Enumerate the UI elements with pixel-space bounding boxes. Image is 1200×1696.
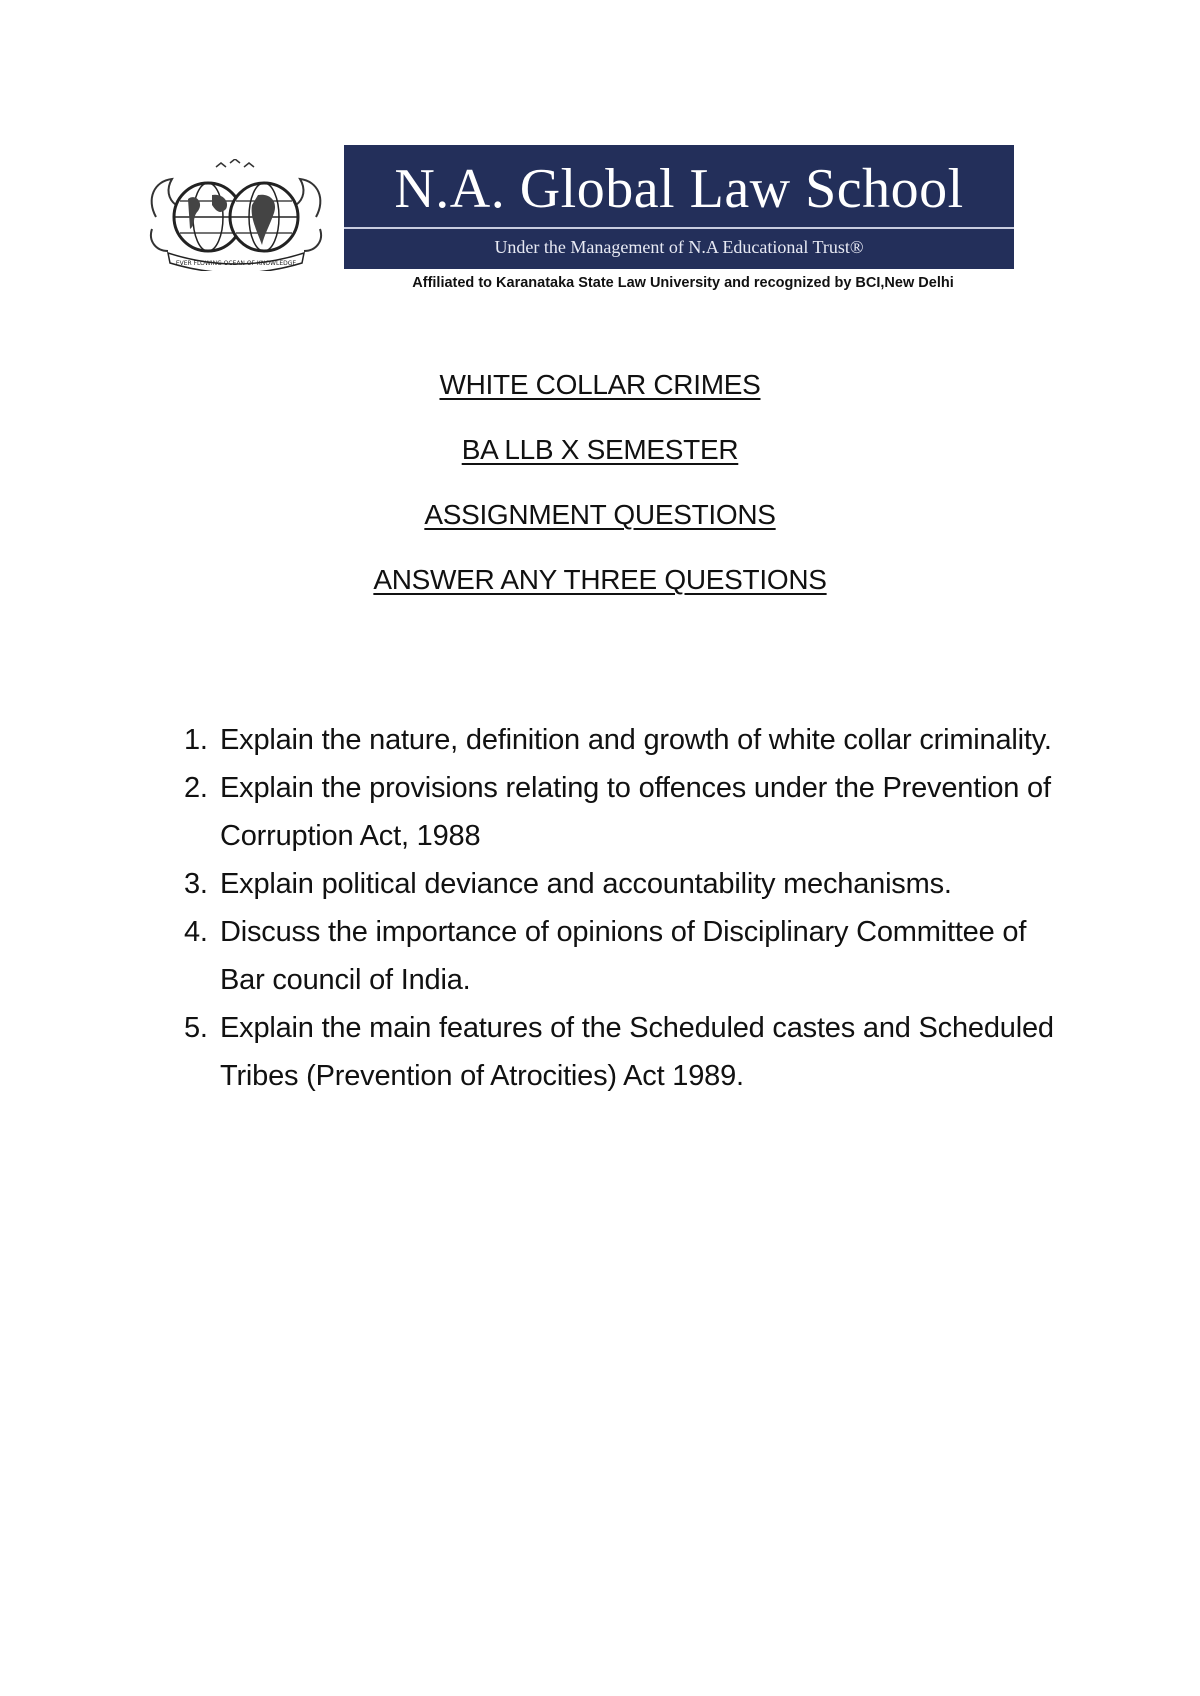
- question-list: [170, 716, 1070, 1100]
- question-number: 4.: [184, 916, 208, 948]
- question-text: Explain the main features of the Scheduled castes and Scheduled Tribes (Prevention of Atrocities) Act 1989.: [220, 1012, 1054, 1092]
- document-headings: [0, 368, 1200, 628]
- list-item: [170, 764, 1070, 860]
- question-number: 5.: [184, 1012, 208, 1044]
- list-item: [170, 860, 1070, 908]
- list-item: [170, 908, 1070, 1004]
- list-item: [170, 716, 1070, 764]
- question-text: Explain the nature, definition and growth of white collar criminality.: [220, 724, 1052, 756]
- question-text: Explain the provisions relating to offences under the Prevention of Corruption Act, 1988: [220, 772, 1051, 852]
- type-heading: ASSIGNMENT QUESTIONS: [424, 499, 776, 530]
- question-number: 2.: [184, 772, 208, 804]
- question-number: 1.: [184, 724, 208, 756]
- banner-divider: [344, 227, 1014, 229]
- instruction-heading: ANSWER ANY THREE QUESTIONS: [373, 564, 827, 595]
- globe-emblem-icon: [146, 159, 326, 271]
- question-text: Discuss the importance of opinions of Disciplinary Committee of Bar council of India.: [220, 916, 1027, 996]
- course-heading: BA LLB X SEMESTER: [461, 434, 739, 465]
- letterhead: [146, 145, 1014, 295]
- emblem-motto: EVER FLOWING OCEAN OF KNOWLEDGE: [175, 260, 297, 267]
- question-text: Explain political deviance and accountability mechanisms.: [220, 868, 952, 900]
- school-name: N.A. Global Law School: [394, 158, 964, 220]
- subject-heading: WHITE COLLAR CRIMES: [439, 369, 761, 400]
- management-line: Under the Management of N.A Educational Trust®: [494, 237, 864, 257]
- school-banner: [344, 145, 1014, 269]
- question-number: 3.: [184, 868, 208, 900]
- list-item: [170, 1004, 1070, 1100]
- affiliation-line: Affiliated to Karanataka State Law University and recognized by BCI,New Delhi: [412, 275, 954, 291]
